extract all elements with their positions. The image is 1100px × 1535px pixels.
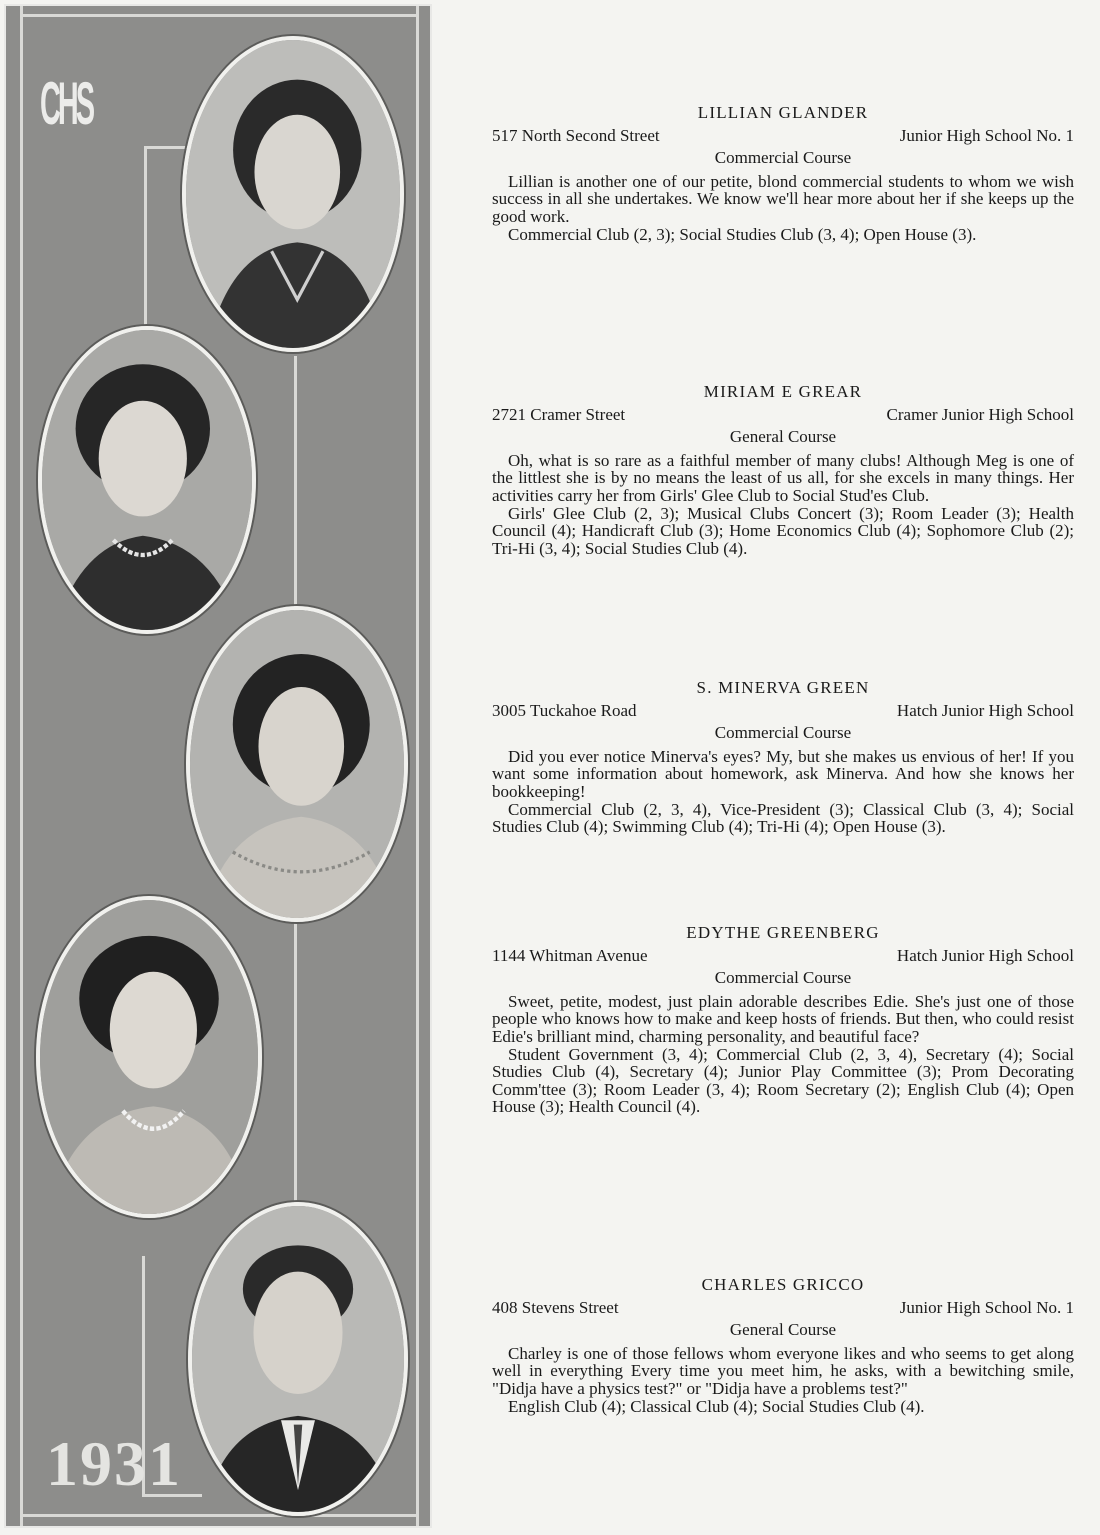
portrait-miriam-grear bbox=[38, 326, 256, 634]
portrait-photo bbox=[42, 330, 252, 630]
student-school: Cramer Junior High School bbox=[886, 404, 1074, 424]
student-activities: Girls' Glee Club (2, 3); Musical Clubs Concert (3); Room Leader (3); Health Council (4); Handicraft Club (3); Home Economics Club (4); Sophomore Club (2); Tri-Hi (3, 4); Social Studies Club (4). bbox=[492, 503, 1074, 558]
portrait-charles-gricco bbox=[188, 1202, 408, 1516]
frame-line bbox=[144, 146, 147, 326]
student-course: Commercial Course bbox=[714, 968, 852, 988]
student-school: Hatch Junior High School bbox=[896, 700, 1074, 720]
frame-line bbox=[416, 6, 419, 1528]
student-school: Junior High School No. 1 bbox=[899, 125, 1074, 145]
student-description: Lillian is another one of our petite, blond commercial students to whom we wish success in all she undertakes. We know we'll hear more about her if she keeps up the good work. bbox=[492, 171, 1074, 226]
senior-entries bbox=[470, 0, 1100, 1535]
portrait-photo bbox=[190, 610, 404, 918]
entry-miriam-grear bbox=[492, 383, 1074, 557]
student-school: Junior High School No. 1 bbox=[899, 1297, 1074, 1317]
portrait-minerva-green bbox=[186, 606, 408, 922]
student-address: 2721 Cramer Street bbox=[492, 404, 626, 424]
student-description: Charley is one of those fellows whom everyone likes and who seems to get along well in everything Every time you meet him, he asks, with a bewitching smile, "Didja have a physics test?" or "Didja have a problems test?" bbox=[492, 1343, 1074, 1398]
entry-edythe-greenberg bbox=[492, 924, 1074, 1116]
student-activities: English Club (4); Classical Club (4); Social Studies Club (4). bbox=[508, 1396, 925, 1416]
student-name: S. MINERVA GREEN bbox=[696, 678, 870, 697]
student-course: General Course bbox=[729, 427, 837, 447]
frame-line bbox=[294, 356, 297, 616]
student-activities: Student Government (3, 4); Commercial Club (2, 3, 4), Secretary (4); Social Studies Club (4), Secretary (4); Junior Play Committee (3); Prom Decorating Comm'ttee (3); Room Leader (3, 4); Room Secretary (2); English Club (4); Open House (3); Health Council (4). bbox=[492, 1044, 1074, 1117]
student-name: CHARLES GRICCO bbox=[701, 1275, 865, 1294]
portrait-photo bbox=[186, 40, 400, 348]
student-name: EDYTHE GREENBERG bbox=[686, 923, 880, 942]
school-monogram: CHS bbox=[40, 70, 93, 137]
entry-lillian-glander bbox=[492, 104, 1074, 243]
student-address: 517 North Second Street bbox=[492, 125, 660, 145]
student-address: 3005 Tuckahoe Road bbox=[492, 700, 637, 720]
student-school: Hatch Junior High School bbox=[896, 945, 1074, 965]
frame-line bbox=[20, 1514, 419, 1517]
portrait-panel bbox=[4, 4, 432, 1528]
portrait-edythe-greenberg bbox=[36, 896, 262, 1218]
student-course: Commercial Course bbox=[714, 148, 852, 168]
student-name: MIRIAM E GREAR bbox=[703, 382, 863, 401]
student-activities: Commercial Club (2, 3, 4), Vice-President (3); Classical Club (3, 4); Social Studies Club (4); Swimming Club (4); Tri-Hi (4); Open House (3). bbox=[492, 799, 1074, 837]
student-description: Did you ever notice Minerva's eyes? My, but she makes us envious of her! If you want some information about homework, ask Minerva. And how she knows her bookkeeping! bbox=[492, 746, 1074, 801]
student-course: General Course bbox=[729, 1320, 837, 1340]
portrait-lillian-glander bbox=[182, 36, 404, 352]
frame-line bbox=[20, 6, 23, 1528]
portrait-photo bbox=[40, 900, 258, 1214]
student-name: LILLIAN GLANDER bbox=[697, 103, 869, 122]
student-description: Sweet, petite, modest, just plain adorable describes Edie. She's just one of those people who knows how to make and keep hosts of friends. But then, who could resist Edie's brilliant mind, charming personality, and beautiful face? bbox=[492, 991, 1074, 1046]
entry-charles-gricco bbox=[492, 1276, 1074, 1415]
student-address: 1144 Whitman Avenue bbox=[492, 945, 648, 965]
entry-minerva-green bbox=[492, 679, 1074, 836]
year-label: 1931 bbox=[46, 1428, 182, 1499]
frame-line bbox=[294, 886, 297, 1206]
portrait-photo bbox=[192, 1206, 404, 1512]
student-description: Oh, what is so rare as a faithful member of many clubs! Although Meg is one of the littlest she is by no means the least of us all, for she excels in many things. Her activities carry her from Girls' Glee Club to Social Stud'es Club. bbox=[492, 450, 1074, 505]
student-address: 408 Stevens Street bbox=[492, 1297, 619, 1317]
frame-line bbox=[20, 14, 419, 17]
student-course: Commercial Course bbox=[714, 723, 852, 743]
student-activities: Commercial Club (2, 3); Social Studies Club (3, 4); Open House (3). bbox=[508, 224, 977, 244]
